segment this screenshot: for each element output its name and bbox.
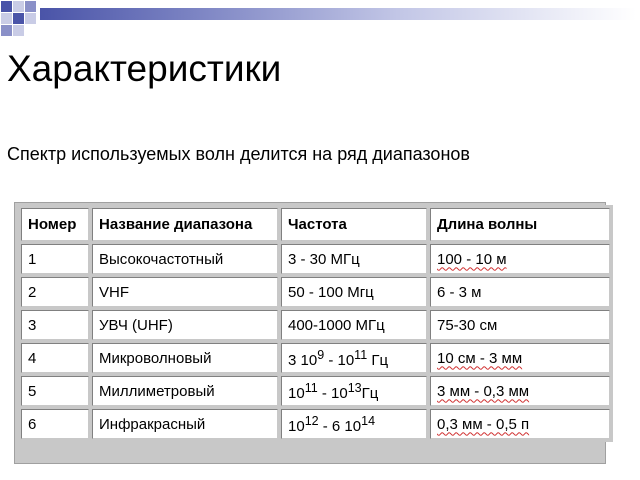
decor-square bbox=[12, 24, 25, 37]
freq-base: 10 bbox=[288, 384, 305, 402]
freq-exponent: 11 bbox=[354, 347, 368, 362]
cell-range-name: Микроволновый bbox=[92, 343, 278, 373]
cell-wavelength: 75-30 см bbox=[430, 310, 610, 340]
cell-wavelength bbox=[430, 343, 610, 373]
freq-unit: Гц bbox=[361, 384, 379, 402]
wavelength-text: 3 мм - 0,3 мм bbox=[437, 382, 530, 400]
cell-range-name: Миллиметровый bbox=[92, 376, 278, 406]
cell-wavelength bbox=[430, 376, 610, 406]
freq-base: 10 bbox=[288, 417, 305, 435]
cell-range-name: УВЧ (UHF) bbox=[92, 310, 278, 340]
cell-number: 1 bbox=[21, 244, 89, 274]
subtitle-text: Спектр используемых волн делится на ряд диапазонов bbox=[7, 144, 470, 164]
freq-exponent: 12 bbox=[304, 413, 319, 428]
freq-exponent: 11 bbox=[304, 380, 318, 395]
wavelength-text: 0,3 мм - 0,5 п bbox=[437, 415, 530, 433]
table-row bbox=[21, 244, 610, 274]
header-frequency: Частота bbox=[281, 208, 427, 241]
cell-number: 3 bbox=[21, 310, 89, 340]
freq-mid: - 10 bbox=[317, 384, 348, 402]
header-wavelength: Длина волны bbox=[430, 208, 610, 241]
freq-mid: - 10 bbox=[324, 351, 355, 369]
cell-frequency: 400-1000 МГц bbox=[281, 310, 427, 340]
freq-exponent: 14 bbox=[361, 413, 376, 428]
cell-frequency: 3 - 30 МГц bbox=[281, 244, 427, 274]
wavelength-text: 10 см - 3 мм bbox=[437, 349, 523, 367]
table-header-row bbox=[21, 208, 610, 241]
cell-frequency bbox=[281, 343, 427, 373]
cell-number: 4 bbox=[21, 343, 89, 373]
decor-square bbox=[24, 12, 37, 25]
cell-number: 2 bbox=[21, 277, 89, 307]
cell-frequency: 50 - 100 Мгц bbox=[281, 277, 427, 307]
cell-wavelength: 6 - 3 м bbox=[430, 277, 610, 307]
header-range-name: Название диапазона bbox=[92, 208, 278, 241]
page-title: Характеристики bbox=[7, 48, 282, 89]
table-row bbox=[21, 310, 610, 340]
cell-number: 5 bbox=[21, 376, 89, 406]
cell-range-name: VHF bbox=[92, 277, 278, 307]
cell-wavelength bbox=[430, 409, 610, 439]
freq-mid: - 6 10 bbox=[318, 417, 362, 435]
freq-base: 3 10 bbox=[288, 351, 318, 369]
wavelength-text: 100 - 10 м bbox=[437, 250, 507, 268]
freq-exponent: 9 bbox=[317, 347, 325, 362]
cell-frequency bbox=[281, 409, 427, 439]
header-gradient-band bbox=[40, 8, 636, 20]
ranges-table bbox=[18, 205, 613, 442]
header-number: Номер bbox=[21, 208, 89, 241]
cell-frequency bbox=[281, 376, 427, 406]
cell-range-name: Высокочастотный bbox=[92, 244, 278, 274]
table-row bbox=[21, 343, 610, 373]
table-row bbox=[21, 409, 610, 439]
freq-unit: Гц bbox=[367, 351, 389, 369]
cell-range-name: Инфракрасный bbox=[92, 409, 278, 439]
cell-number: 6 bbox=[21, 409, 89, 439]
freq-exponent: 13 bbox=[347, 380, 362, 395]
table-row bbox=[21, 277, 610, 307]
table-row bbox=[21, 376, 610, 406]
cell-wavelength bbox=[430, 244, 610, 274]
